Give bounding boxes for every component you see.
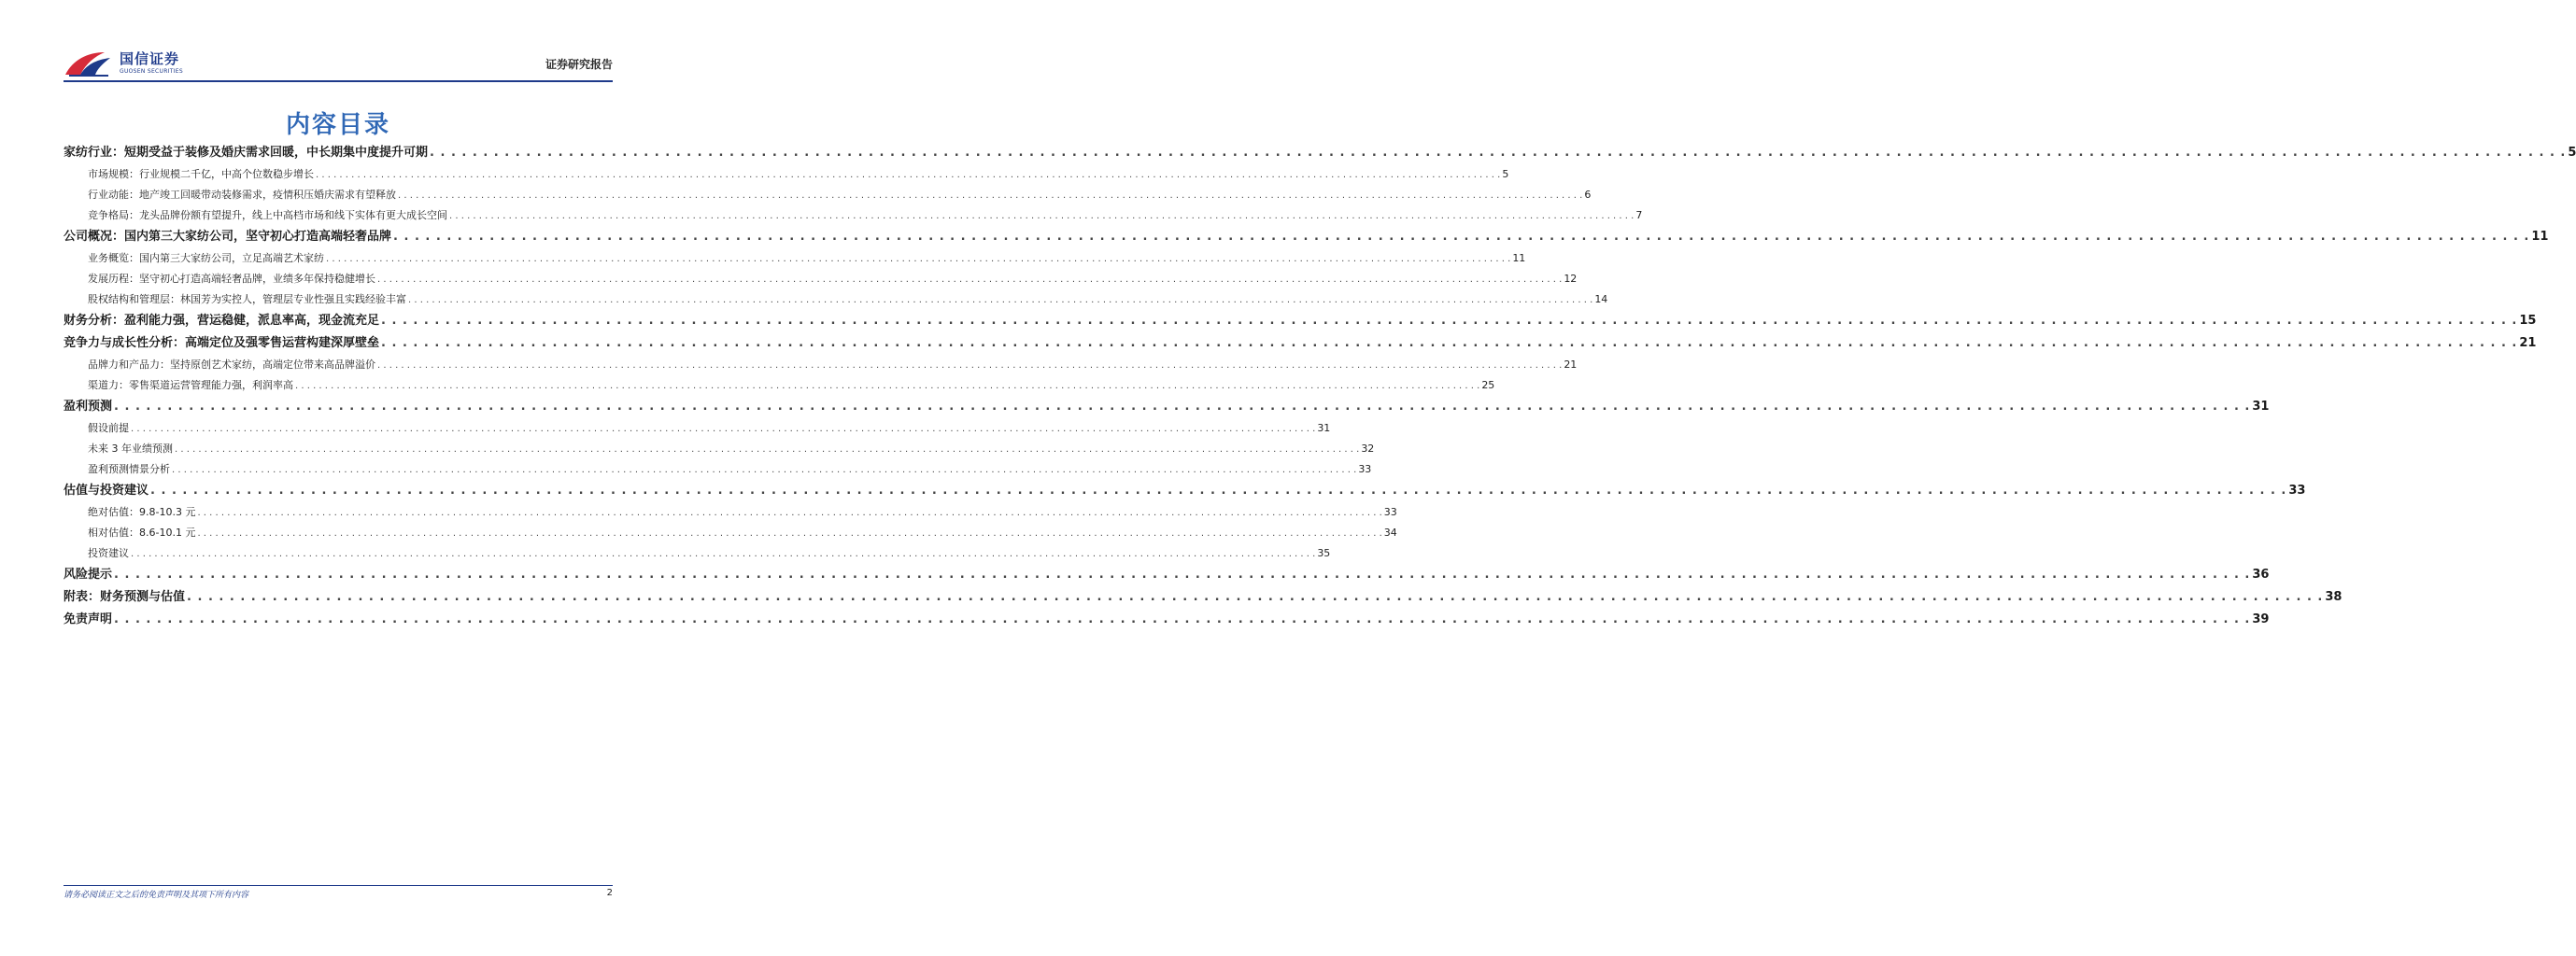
toc-subsection-entry[interactable] bbox=[64, 375, 1495, 396]
toc-subsection-entry[interactable] bbox=[64, 543, 1331, 564]
toc-dot-leader: . . . . . . . . . . . . . . . . . . . . . . . . . . . . . . . . . . . . . . . . . . . . . . . . . . . . . . . . . . . . . . . . . . . . . . . . . . . . . . . . . . . . . . . . . . . . . . . . . . . . . . . . . . . . . . . . . . . . . . . . . . . . . . . . . . . . . . . . . . . . . . . . . . . . . . . . . . . . . . . . . . . . . . . . . . . . . . . . . . . . . . . . . . . . . . . . . . . . . . . . bbox=[131, 549, 1316, 559]
toc-entry-page: 35 bbox=[1317, 547, 1331, 559]
toc-subsection-entry[interactable] bbox=[64, 418, 1331, 439]
guosen-logo-mark-icon bbox=[64, 47, 114, 78]
toc-dot-leader: . . . . . . . . . . . . . . . . . . . . . . . . . . . . . . . . . . . . . . . . . . . . . . . . . . . . . . . . . . . . . . . . . . . . . . . . . . . . . . . . . . . . . . . . . . . . . . . . . . . . . . . . . . . . . . . . . . . . . . . . . . . . . . . . . . . . . . . . . . . . . . . . . . . . . . . . . . . . . . . . . . . . . . . . . . . . . . . . . . . . . . . . . . . . . . . . . . . . . . . . bbox=[150, 484, 2287, 498]
toc-entry-title: 盈利预测 bbox=[64, 400, 113, 414]
toc-entry-page: 6 bbox=[1584, 189, 1592, 201]
toc-dot-leader: . . . . . . . . . . . . . . . . . . . . . . . . . . . . . . . . . . . . . . . . . . . . . . . . . . . . . . . . . . . . . . . . . . . . . . . . . . . . . . . . . . . . . . . . . . . . . . . . . . . . . . . . . . . . . . . . . . . . . . . . . . . . . . . . . . . . . . . . . . . . . . . . . . . . . . . . . . . . . . . . . . . . . . . . . . . . . . . . . . . . . . . . . . . . . . . . . . . . . . . . bbox=[381, 314, 2518, 328]
toc-entry-page: 11 bbox=[1512, 252, 1526, 264]
toc-entry-page: 32 bbox=[1361, 443, 1375, 455]
toc-entry-page: 21 bbox=[2519, 336, 2537, 350]
toc-entry-title: 估值与投资建议 bbox=[64, 484, 149, 498]
toc-entry-title: 公司概况：国内第三大家纺公司，坚守初心打造高端轻奢品牌 bbox=[64, 230, 392, 244]
toc-dot-leader: . . . . . . . . . . . . . . . . . . . . . . . . . . . . . . . . . . . . . . . . . . . . . . . . . . . . . . . . . . . . . . . . . . . . . . . . . . . . . . . . . . . . . . . . . . . . . . . . . . . . . . . . . . . . . . . . . . . . . . . . . . . . . . . . . . . . . . . . . . . . . . . . . . . . . . . . . . . . . . . . . . . . . . . . . . . . . . . . . . . . . . . . . . . . . . . . . . . . . . . . bbox=[377, 360, 1563, 371]
toc-section-entry[interactable] bbox=[64, 310, 2537, 332]
toc-dot-leader: . . . . . . . . . . . . . . . . . . . . . . . . . . . . . . . . . . . . . . . . . . . . . . . . . . . . . . . . . . . . . . . . . . . . . . . . . . . . . . . . . . . . . . . . . . . . . . . . . . . . . . . . . . . . . . . . . . . . . . . . . . . . . . . . . . . . . . . . . . . . . . . . . . . . . . . . . . . . . . . . . . . . . . . . . . . . . . . . . . . . . . . . . . . . . . . . . . . . . . . . bbox=[316, 170, 1501, 180]
toc-dot-leader: . . . . . . . . . . . . . . . . . . . . . . . . . . . . . . . . . . . . . . . . . . . . . . . . . . . . . . . . . . . . . . . . . . . . . . . . . . . . . . . . . . . . . . . . . . . . . . . . . . . . . . . . . . . . . . . . . . . . . . . . . . . . . . . . . . . . . . . . . . . . . . . . . . . . . . . . . . . . . . . . . . . . . . . . . . . . . . . . . . . . . . . . . . . . . . . . . . . . . . . . bbox=[172, 465, 1357, 475]
toc-subsection-entry[interactable] bbox=[64, 439, 1375, 459]
toc-entry-page: 12 bbox=[1564, 273, 1578, 285]
toc-entry-page: 25 bbox=[1481, 379, 1495, 391]
toc-entry-title: 绝对估值：9.8-10.3 元 bbox=[88, 506, 196, 518]
toc-entry-title: 市场规模：行业规模二千亿，中高个位数稳步增长 bbox=[88, 168, 314, 180]
toc-entry-page: 15 bbox=[2519, 314, 2537, 328]
toc-entry-title: 附表：财务预测与估值 bbox=[64, 590, 186, 604]
toc-entry-page: 31 bbox=[1317, 422, 1331, 434]
toc-entry-page: 33 bbox=[1358, 463, 1372, 475]
toc-entry-title: 发展历程：坚守初心打造高端轻奢品牌，业绩多年保持稳健增长 bbox=[88, 273, 375, 285]
toc-section-entry[interactable] bbox=[64, 332, 2537, 355]
toc-entry-page: 21 bbox=[1564, 358, 1578, 371]
toc-entry-title: 业务概览：国内第三大家纺公司，立足高端艺术家纺 bbox=[88, 252, 324, 264]
disclaimer-note: 请务必阅读正文之后的免责声明及其项下所有内容 bbox=[64, 891, 249, 900]
toc-section-entry[interactable] bbox=[64, 480, 2306, 502]
toc-dot-leader: . . . . . . . . . . . . . . . . . . . . . . . . . . . . . . . . . . . . . . . . . . . . . . . . . . . . . . . . . . . . . . . . . . . . . . . . . . . . . . . . . . . . . . . . . . . . . . . . . . . . . . . . . . . . . . . . . . . . . . . . . . . . . . . . . . . . . . . . . . . . . . . . . . . . . . . . . . . . . . . . . . . . . . . . . . . . . . . . . . . . . . . . . . . . . . . . . . . . . . . . bbox=[197, 528, 1382, 539]
toc-section-entry[interactable] bbox=[64, 396, 2270, 418]
toc-entry-title: 投资建议 bbox=[88, 547, 129, 559]
toc-dot-leader: . . . . . . . . . . . . . . . . . . . . . . . . . . . . . . . . . . . . . . . . . . . . . . . . . . . . . . . . . . . . . . . . . . . . . . . . . . . . . . . . . . . . . . . . . . . . . . . . . . . . . . . . . . . . . . . . . . . . . . . . . . . . . . . . . . . . . . . . . . . . . . . . . . . . . . . . . . . . . . . . . . . . . . . . . . . . . . . . . . . . . . . . . . . . . . . . . . . . . . . . bbox=[295, 381, 1480, 391]
logo-english-name: GUOSEN SECURITIES bbox=[120, 67, 184, 75]
toc-entry-page: 36 bbox=[2252, 568, 2270, 582]
toc-dot-leader: . . . . . . . . . . . . . . . . . . . . . . . . . . . . . . . . . . . . . . . . . . . . . . . . . . . . . . . . . . . . . . . . . . . . . . . . . . . . . . . . . . . . . . . . . . . . . . . . . . . . . . . . . . . . . . . . . . . . . . . . . . . . . . . . . . . . . . . . . . . . . . . . . . . . . . . . . . . . . . . . . . . . . . . . . . . . . . . . . . . . . . . . . . . . . . . . . . . . . . . . bbox=[175, 444, 1360, 455]
toc-dot-leader: . . . . . . . . . . . . . . . . . . . . . . . . . . . . . . . . . . . . . . . . . . . . . . . . . . . . . . . . . . . . . . . . . . . . . . . . . . . . . . . . . . . . . . . . . . . . . . . . . . . . . . . . . . . . . . . . . . . . . . . . . . . . . . . . . . . . . . . . . . . . . . . . . . . . . . . . . . . . . . . . . . . . . . . . . . . . . . . . . . . . . . . . . . . . . . . . . . . . . . . . bbox=[393, 230, 2530, 244]
toc-dot-leader: . . . . . . . . . . . . . . . . . . . . . . . . . . . . . . . . . . . . . . . . . . . . . . . . . . . . . . . . . . . . . . . . . . . . . . . . . . . . . . . . . . . . . . . . . . . . . . . . . . . . . . . . . . . . . . . . . . . . . . . . . . . . . . . . . . . . . . . . . . . . . . . . . . . . . . . . . . . . . . . . . . . . . . . . . . . . . . . . . . . . . . . . . . . . . . . . . . . . . . . . bbox=[114, 568, 2251, 582]
toc-entry-page: 38 bbox=[2325, 590, 2342, 604]
table-of-contents bbox=[64, 142, 2576, 631]
toc-entry-title: 假设前提 bbox=[88, 422, 129, 434]
toc-dot-leader: . . . . . . . . . . . . . . . . . . . . . . . . . . . . . . . . . . . . . . . . . . . . . . . . . . . . . . . . . . . . . . . . . . . . . . . . . . . . . . . . . . . . . . . . . . . . . . . . . . . . . . . . . . . . . . . . . . . . . . . . . . . . . . . . . . . . . . . . . . . . . . . . . . . . . . . . . . . . . . . . . . . . . . . . . . . . . . . . . . . . . . . . . . . . . . . . . . . . . . . . bbox=[408, 295, 1593, 305]
toc-entry-title: 免责声明 bbox=[64, 612, 113, 626]
toc-dot-leader: . . . . . . . . . . . . . . . . . . . . . . . . . . . . . . . . . . . . . . . . . . . . . . . . . . . . . . . . . . . . . . . . . . . . . . . . . . . . . . . . . . . . . . . . . . . . . . . . . . . . . . . . . . . . . . . . . . . . . . . . . . . . . . . . . . . . . . . . . . . . . . . . . . . . . . . . . . . . . . . . . . . . . . . . . . . . . . . . . . . . . . . . . . . . . . . . . . . . . . . . bbox=[187, 590, 2324, 604]
toc-subsection-entry[interactable] bbox=[64, 289, 1608, 310]
toc-subsection-entry[interactable] bbox=[64, 459, 1372, 480]
toc-dot-leader: . . . . . . . . . . . . . . . . . . . . . . . . . . . . . . . . . . . . . . . . . . . . . . . . . . . . . . . . . . . . . . . . . . . . . . . . . . . . . . . . . . . . . . . . . . . . . . . . . . . . . . . . . . . . . . . . . . . . . . . . . . . . . . . . . . . . . . . . . . . . . . . . . . . . . . . . . . . . . . . . . . . . . . . . . . . . . . . . . . . . . . . . . . . . . . . . . . . . . . . . bbox=[398, 190, 1583, 201]
toc-subsection-entry[interactable] bbox=[64, 164, 1509, 185]
toc-dot-leader: . . . . . . . . . . . . . . . . . . . . . . . . . . . . . . . . . . . . . . . . . . . . . . . . . . . . . . . . . . . . . . . . . . . . . . . . . . . . . . . . . . . . . . . . . . . . . . . . . . . . . . . . . . . . . . . . . . . . . . . . . . . . . . . . . . . . . . . . . . . . . . . . . . . . . . . . . . . . . . . . . . . . . . . . . . . . . . . . . . . . . . . . . . . . . . . . . . . . . . . . bbox=[449, 211, 1635, 221]
toc-entry-page: 33 bbox=[2288, 484, 2306, 498]
toc-dot-leader: . . . . . . . . . . . . . . . . . . . . . . . . . . . . . . . . . . . . . . . . . . . . . . . . . . . . . . . . . . . . . . . . . . . . . . . . . . . . . . . . . . . . . . . . . . . . . . . . . . . . . . . . . . . . . . . . . . . . . . . . . . . . . . . . . . . . . . . . . . . . . . . . . . . . . . . . . . . . . . . . . . . . . . . . . . . . . . . . . . . . . . . . . . . . . . . . . . . . . . . . bbox=[114, 612, 2251, 626]
footer-divider bbox=[64, 885, 613, 886]
toc-title: 内容目录 bbox=[285, 111, 390, 139]
toc-subsection-entry[interactable] bbox=[64, 205, 1643, 226]
page-number: 2 bbox=[606, 888, 613, 898]
guosen-logo bbox=[64, 47, 183, 78]
toc-subsection-entry[interactable] bbox=[64, 248, 1526, 269]
toc-subsection-entry[interactable] bbox=[64, 269, 1578, 289]
toc-section-entry[interactable] bbox=[64, 142, 2576, 164]
toc-entry-title: 股权结构和管理层：林国芳为实控人，管理层专业性强且实践经验丰富 bbox=[88, 293, 406, 305]
toc-entry-title: 未来 3 年业绩预测 bbox=[88, 443, 173, 455]
toc-section-entry[interactable] bbox=[64, 564, 2270, 586]
toc-entry-title: 渠道力：零售渠道运营管理能力强，利润率高 bbox=[88, 379, 293, 391]
toc-dot-leader: . . . . . . . . . . . . . . . . . . . . . . . . . . . . . . . . . . . . . . . . . . . . . . . . . . . . . . . . . . . . . . . . . . . . . . . . . . . . . . . . . . . . . . . . . . . . . . . . . . . . . . . . . . . . . . . . . . . . . . . . . . . . . . . . . . . . . . . . . . . . . . . . . . . . . . . . . . . . . . . . . . . . . . . . . . . . . . . . . . . . . . . . . . . . . . . . . . . . . . . . bbox=[430, 146, 2567, 160]
toc-section-entry[interactable] bbox=[64, 226, 2549, 248]
toc-entry-title: 相对估值：8.6-10.1 元 bbox=[88, 527, 196, 539]
toc-entry-title: 品牌力和产品力：坚持原创艺术家纺，高端定位带来高品牌溢价 bbox=[88, 358, 375, 371]
toc-entry-page: 34 bbox=[1383, 527, 1397, 539]
toc-entry-page: 14 bbox=[1594, 293, 1608, 305]
toc-dot-leader: . . . . . . . . . . . . . . . . . . . . . . . . . . . . . . . . . . . . . . . . . . . . . . . . . . . . . . . . . . . . . . . . . . . . . . . . . . . . . . . . . . . . . . . . . . . . . . . . . . . . . . . . . . . . . . . . . . . . . . . . . . . . . . . . . . . . . . . . . . . . . . . . . . . . . . . . . . . . . . . . . . . . . . . . . . . . . . . . . . . . . . . . . . . . . . . . . . . . . . . . bbox=[131, 424, 1316, 434]
toc-entry-title: 行业动能：地产竣工回暖带动装修需求，疫情积压婚庆需求有望释放 bbox=[88, 189, 396, 201]
toc-entry-page: 7 bbox=[1635, 209, 1643, 221]
toc-entry-title: 财务分析：盈利能力强，营运稳健，派息率高，现金流充足 bbox=[64, 314, 380, 328]
toc-entry-title: 家纺行业：短期受益于装修及婚庆需求回暖，中长期集中度提升可期 bbox=[64, 146, 429, 160]
toc-entry-page: 39 bbox=[2252, 612, 2270, 626]
toc-entry-title: 竞争力与成长性分析：高端定位及强零售运营构建深厚壁垒 bbox=[64, 336, 380, 350]
toc-entry-title: 竞争格局：龙头品牌份额有望提升，线上中高档市场和线下实体有更大成长空间 bbox=[88, 209, 447, 221]
toc-entry-page: 5 bbox=[2568, 146, 2576, 160]
toc-entry-page: 5 bbox=[1502, 168, 1509, 180]
logo-chinese-name: 国信证券 bbox=[120, 49, 180, 67]
toc-subsection-entry[interactable] bbox=[64, 185, 1592, 205]
toc-entry-title: 盈利预测情景分析 bbox=[88, 463, 170, 475]
toc-subsection-entry[interactable] bbox=[64, 355, 1578, 375]
toc-dot-leader: . . . . . . . . . . . . . . . . . . . . . . . . . . . . . . . . . . . . . . . . . . . . . . . . . . . . . . . . . . . . . . . . . . . . . . . . . . . . . . . . . . . . . . . . . . . . . . . . . . . . . . . . . . . . . . . . . . . . . . . . . . . . . . . . . . . . . . . . . . . . . . . . . . . . . . . . . . . . . . . . . . . . . . . . . . . . . . . . . . . . . . . . . . . . . . . . . . . . . . . . bbox=[377, 274, 1563, 285]
toc-entry-page: 31 bbox=[2252, 400, 2270, 414]
toc-subsection-entry[interactable] bbox=[64, 502, 1397, 523]
report-type-label: 证券研究报告 bbox=[545, 58, 613, 71]
toc-dot-leader: . . . . . . . . . . . . . . . . . . . . . . . . . . . . . . . . . . . . . . . . . . . . . . . . . . . . . . . . . . . . . . . . . . . . . . . . . . . . . . . . . . . . . . . . . . . . . . . . . . . . . . . . . . . . . . . . . . . . . . . . . . . . . . . . . . . . . . . . . . . . . . . . . . . . . . . . . . . . . . . . . . . . . . . . . . . . . . . . . . . . . . . . . . . . . . . . . . . . . . . . bbox=[381, 336, 2518, 350]
toc-dot-leader: . . . . . . . . . . . . . . . . . . . . . . . . . . . . . . . . . . . . . . . . . . . . . . . . . . . . . . . . . . . . . . . . . . . . . . . . . . . . . . . . . . . . . . . . . . . . . . . . . . . . . . . . . . . . . . . . . . . . . . . . . . . . . . . . . . . . . . . . . . . . . . . . . . . . . . . . . . . . . . . . . . . . . . . . . . . . . . . . . . . . . . . . . . . . . . . . . . . . . . . . bbox=[326, 254, 1511, 264]
header-divider bbox=[64, 80, 613, 82]
toc-dot-leader: . . . . . . . . . . . . . . . . . . . . . . . . . . . . . . . . . . . . . . . . . . . . . . . . . . . . . . . . . . . . . . . . . . . . . . . . . . . . . . . . . . . . . . . . . . . . . . . . . . . . . . . . . . . . . . . . . . . . . . . . . . . . . . . . . . . . . . . . . . . . . . . . . . . . . . . . . . . . . . . . . . . . . . . . . . . . . . . . . . . . . . . . . . . . . . . . . . . . . . . . bbox=[197, 508, 1382, 518]
toc-subsection-entry[interactable] bbox=[64, 523, 1397, 543]
toc-section-entry[interactable] bbox=[64, 586, 2342, 609]
toc-entry-page: 11 bbox=[2531, 230, 2549, 244]
page-header bbox=[64, 47, 613, 80]
toc-section-entry[interactable] bbox=[64, 609, 2270, 631]
toc-entry-title: 风险提示 bbox=[64, 568, 113, 582]
toc-dot-leader: . . . . . . . . . . . . . . . . . . . . . . . . . . . . . . . . . . . . . . . . . . . . . . . . . . . . . . . . . . . . . . . . . . . . . . . . . . . . . . . . . . . . . . . . . . . . . . . . . . . . . . . . . . . . . . . . . . . . . . . . . . . . . . . . . . . . . . . . . . . . . . . . . . . . . . . . . . . . . . . . . . . . . . . . . . . . . . . . . . . . . . . . . . . . . . . . . . . . . . . . bbox=[114, 400, 2251, 414]
toc-entry-page: 33 bbox=[1383, 506, 1397, 518]
